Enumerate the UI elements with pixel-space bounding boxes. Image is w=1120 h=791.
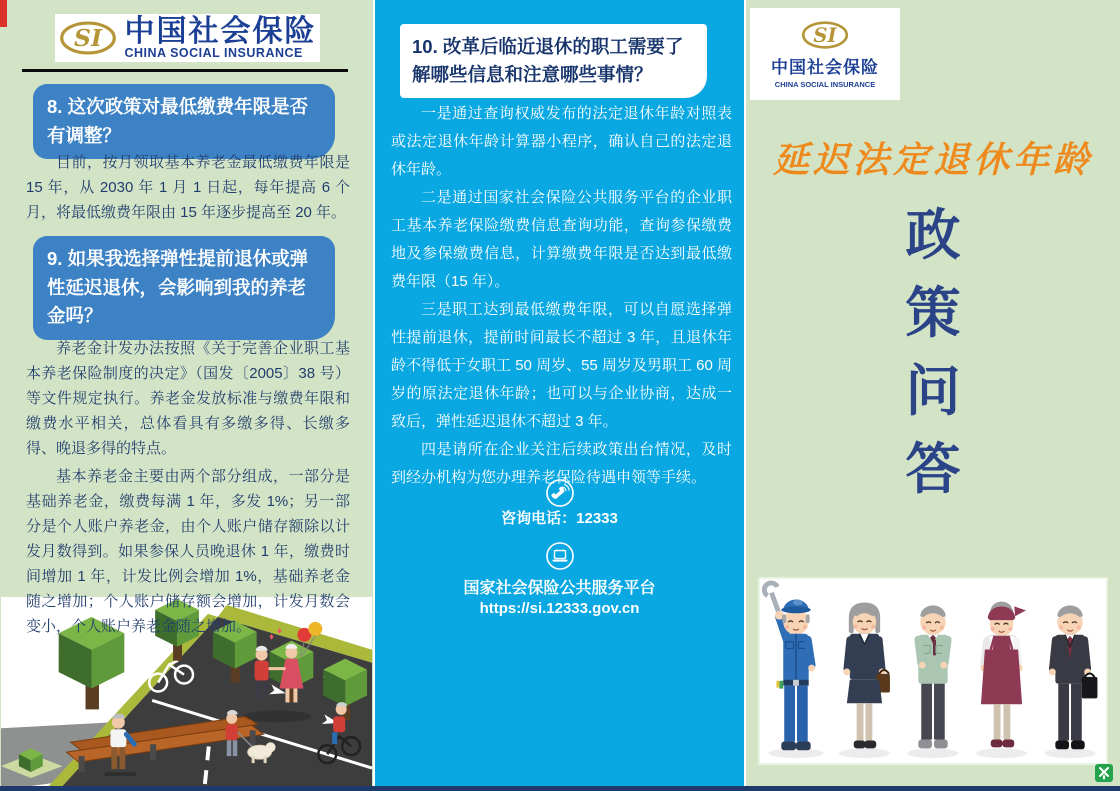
question-10-answer	[391, 100, 732, 492]
question-9-answer-p2: 基本养老金主要由两个部分组成，一部分是基础养老金，缴费每满 1 年，多发 1%；另一部分是个人账户养老金，由个人账户储存额除以计发月数得到。如果参保人员晚退休 1 年，缴费时间增加 1 年，计发比例会增加 1%，基础养老金随之增加；个人账户储存额会增加，计发月数会变小，个人账户养老金随之增加。	[26, 468, 350, 635]
q10-point-3: 三是职工达到最低缴费年限，可以自愿选择弹性提前退休，提前时间最长不超过 3 年，且退休年龄不得低于女职工 50 周岁、55 周岁及男职工 60 周岁的原法定退休年龄；也可以与企业协商，达成一致后，弹性延迟退休不超过 3 年。	[391, 301, 732, 430]
logo-left	[55, 14, 320, 62]
vertical-title-char: 策	[905, 282, 961, 344]
question-10-card	[400, 24, 707, 98]
question-9-card	[33, 236, 335, 340]
svg-text:SI: SI	[73, 24, 102, 53]
right-panel	[746, 0, 1120, 791]
question-9-answer	[26, 336, 350, 639]
question-8-answer	[26, 150, 350, 225]
si-emblem-icon	[59, 19, 117, 57]
vertical-title-char: 问	[905, 360, 961, 422]
question-9-answer-p1: 养老金计发办法按照《关于完善企业职工基本养老保险制度的决定》（国发〔2005〕38 号）等文件规定执行。养老金发放标准与缴费年限和缴费水平相关，总体看具有多缴多得、长缴多得、晚退多得的特点。	[26, 340, 350, 457]
question-9-title: 9. 如果我选择弹性提前退休或弹性延迟退休，会影响到我的养老金吗？	[47, 248, 309, 327]
platform-url-link[interactable]: https://si.12333.gov.cn	[479, 600, 640, 617]
red-corner-mark	[0, 0, 7, 27]
middle-panel	[373, 0, 746, 791]
brand-name-zh: 中国社会保险	[771, 58, 879, 77]
brand-name-en: CHINA SOCIAL INSURANCE	[124, 45, 303, 60]
brand-name-en: CHINA SOCIAL INSURANCE	[774, 80, 876, 89]
question-10-title: 10. 改革后临近退休的职工需要了解哪些信息和注意哪些事情？	[412, 36, 684, 85]
divider-rule	[22, 69, 348, 72]
footer-bar	[0, 786, 1120, 791]
vertical-title	[746, 204, 1120, 500]
svg-text:SI: SI	[813, 23, 837, 47]
question-8-answer-text: 目前，按月领取基本养老金最低缴费年限是 15 年，从 2030 年 1 月 1 日起，每年提高 6 个月，将最低缴费年限由 15 年逐步提高至 20 年。	[26, 154, 350, 221]
hotline-label: 咨询电话：12333	[501, 510, 618, 527]
question-8-title: 8. 这次政策对最低缴费年限是否有调整？	[47, 96, 309, 146]
si-emblem-icon	[801, 19, 849, 51]
q10-point-1: 一是通过查询权威发布的法定退休年龄对照表或法定退休年龄计算器小程序，确认自己的法定退休年龄。	[391, 105, 732, 178]
headline-calligraphy: 延迟法定退休年龄	[772, 139, 1093, 181]
phone-icon	[545, 478, 575, 508]
q10-point-4: 四是请所在企业关注后续政策出台情况，及时到经办机构为您办理养老保险待遇申领等手续。	[391, 441, 732, 486]
platform-name: 国家社会保险公共服务平台	[463, 580, 656, 597]
left-panel	[0, 0, 373, 791]
q10-point-2: 二是通过国家社会保险公共服务平台的企业职工基本养老保险缴费信息查询功能，查询参保缴费地及参保缴费信息，计算缴费年限是否达到最低缴费年限（15 年）。	[391, 189, 732, 290]
laptop-icon	[545, 541, 575, 571]
brand-name-zh: 中国社会保险	[124, 14, 317, 48]
vertical-title-char: 政	[905, 204, 961, 266]
senior-workers-illustration	[758, 577, 1108, 765]
logo-right	[750, 8, 900, 100]
x-mark-corner-badge-icon[interactable]	[1095, 764, 1113, 782]
vertical-title-char: 答	[905, 438, 961, 500]
question-8-card	[33, 84, 335, 159]
